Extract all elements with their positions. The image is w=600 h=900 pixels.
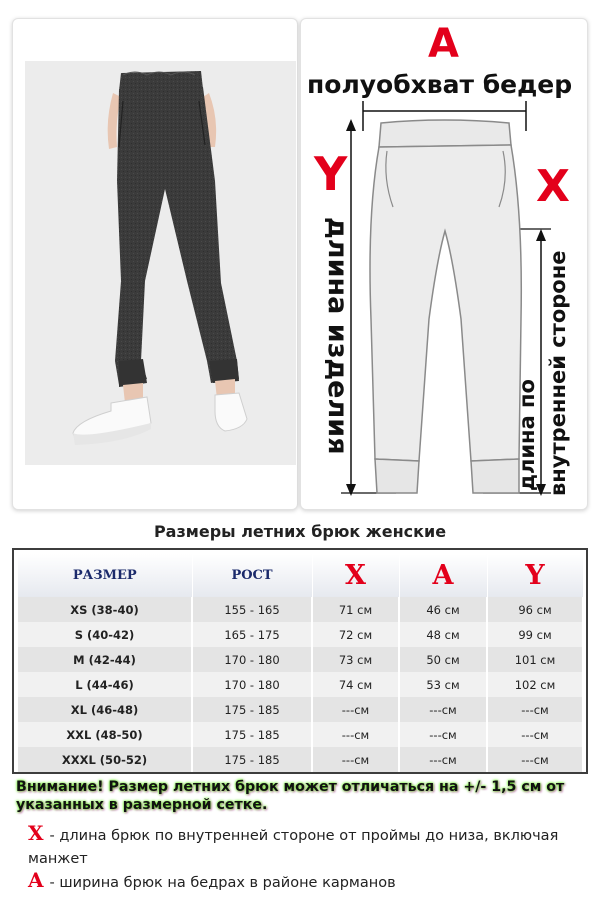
table-row xyxy=(18,747,583,772)
a-cell: 46 см xyxy=(399,597,487,622)
header-y: Y xyxy=(487,554,583,597)
legend-a-letter: A xyxy=(28,868,44,892)
y-cell: ---см xyxy=(487,747,583,772)
a-cell: ---см xyxy=(399,722,487,747)
height-cell: 170 - 180 xyxy=(192,672,312,697)
height-cell: 165 - 175 xyxy=(192,622,312,647)
y-cell: 99 см xyxy=(487,622,583,647)
header-x: X xyxy=(312,554,399,597)
letter-y: Y xyxy=(314,147,348,201)
label-inseam-line2: внутренней стороне xyxy=(546,250,570,496)
product-photo xyxy=(25,61,296,465)
size-cell: S (40-42) xyxy=(18,622,192,647)
size-tolerance-warning: Внимание! Размер летних брюк может отличаться на +/- 1,5 см от указанных в размерной сетке. xyxy=(16,779,565,813)
y-cell: 101 см xyxy=(487,647,583,672)
a-cell: 50 см xyxy=(399,647,487,672)
x-cell: ---см xyxy=(312,697,399,722)
height-cell: 170 - 180 xyxy=(192,647,312,672)
legend-x xyxy=(28,822,568,871)
x-cell: ---см xyxy=(312,747,399,772)
y-cell: 102 см xyxy=(487,672,583,697)
product-photo-card xyxy=(12,18,298,510)
table-row xyxy=(18,722,583,747)
y-cell: 96 см xyxy=(487,597,583,622)
size-cell: XXXL (50-52) xyxy=(18,747,192,772)
size-cell: XS (38-40) xyxy=(18,597,192,622)
x-cell: 71 см xyxy=(312,597,399,622)
header-size: РАЗМЕР xyxy=(18,554,192,597)
label-product-length: длина изделия xyxy=(322,217,353,455)
size-table-title: Размеры летних брюк женские xyxy=(153,522,447,541)
a-cell: 53 см xyxy=(399,672,487,697)
label-inseam-line1: длина по xyxy=(515,379,539,491)
letter-x: X xyxy=(536,161,570,212)
y-cell: ---см xyxy=(487,697,583,722)
a-cell: 48 см xyxy=(399,622,487,647)
jogger-pants-photo xyxy=(25,61,296,465)
table-row xyxy=(18,672,583,697)
table-row xyxy=(18,647,583,672)
table-row xyxy=(18,697,583,722)
table-row xyxy=(18,622,583,647)
x-cell: ---см xyxy=(312,722,399,747)
size-table-frame xyxy=(12,548,588,774)
a-cell: ---см xyxy=(399,747,487,772)
header-height: РОСТ xyxy=(192,554,312,597)
height-cell: 155 - 165 xyxy=(192,597,312,622)
y-cell: ---см xyxy=(487,722,583,747)
size-cell: XXL (48-50) xyxy=(18,722,192,747)
label-hip-half-girth: полуобхват бедер xyxy=(307,70,573,99)
height-cell: 175 - 185 xyxy=(192,697,312,722)
table-row xyxy=(18,597,583,622)
x-cell: 72 см xyxy=(312,622,399,647)
size-diagram-card xyxy=(300,18,588,510)
size-table-header-row xyxy=(18,554,583,597)
a-cell: ---см xyxy=(399,697,487,722)
letter-a: A xyxy=(428,21,459,67)
size-cell: M (42-44) xyxy=(18,647,192,672)
legend-x-text: - длина брюк по внутренней стороне от проймы до низа, включая манжет xyxy=(28,828,559,867)
size-table xyxy=(18,554,584,772)
size-cell: L (44-46) xyxy=(18,672,192,697)
x-cell: 73 см xyxy=(312,647,399,672)
size-cell: XL (46-48) xyxy=(18,697,192,722)
legend-a xyxy=(28,869,568,895)
header-a: A xyxy=(399,554,487,597)
height-cell: 175 - 185 xyxy=(192,747,312,772)
legend-x-letter: X xyxy=(28,821,44,845)
x-cell: 74 см xyxy=(312,672,399,697)
legend-a-text: - ширина брюк на бедрах в районе карманов xyxy=(49,875,396,891)
height-cell: 175 - 185 xyxy=(192,722,312,747)
